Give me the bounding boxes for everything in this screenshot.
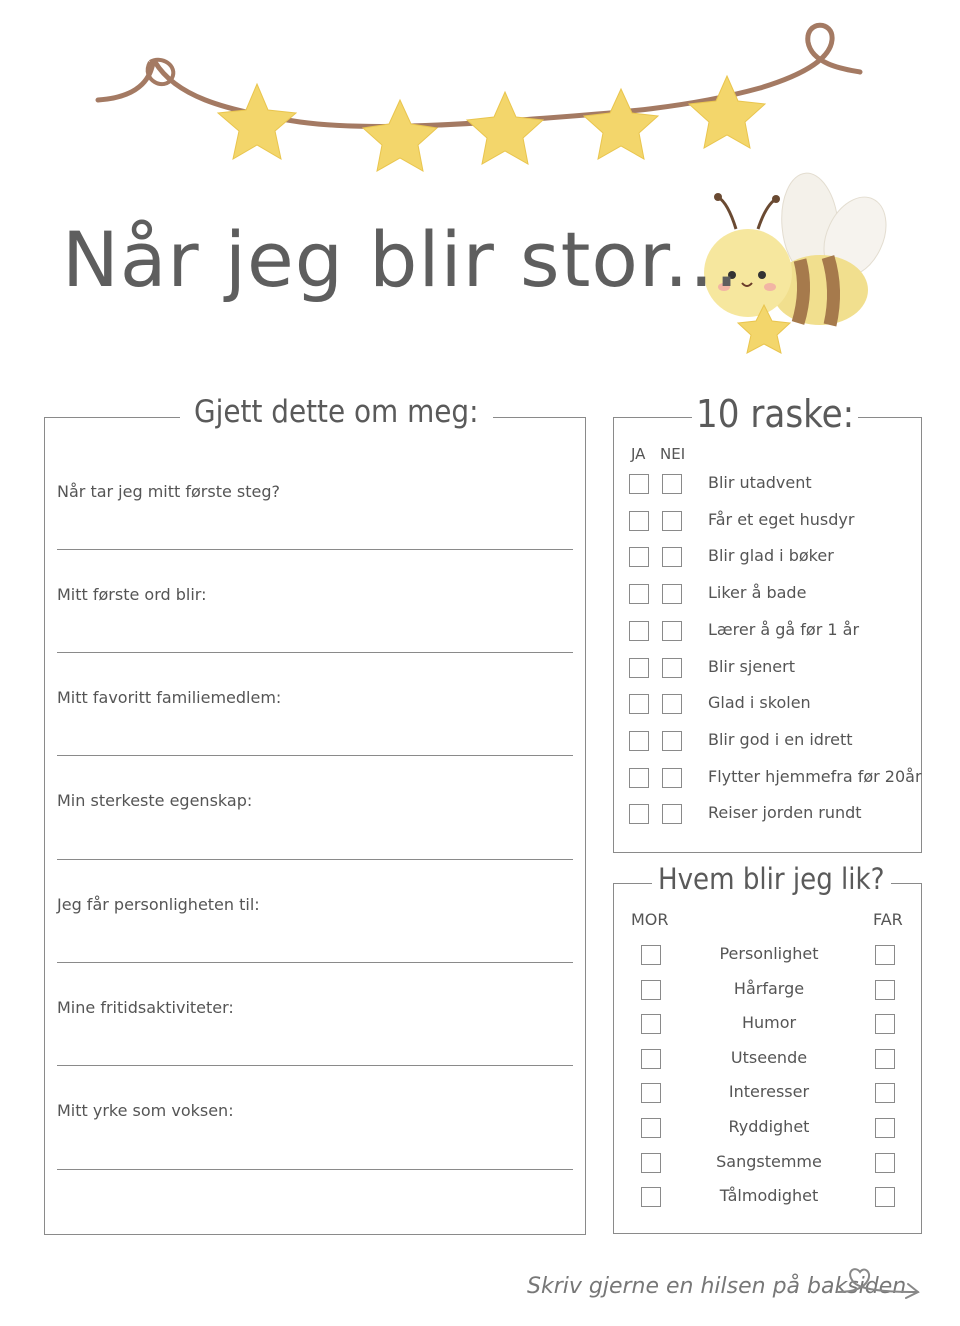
star-5-icon xyxy=(689,76,765,148)
guess-section-heading: Gjett dette om meg: xyxy=(180,394,493,430)
like-item-label: Humor xyxy=(741,1013,797,1033)
guess-section xyxy=(44,394,586,1235)
no-checkbox[interactable] xyxy=(662,621,682,641)
quick-item-label: Liker å bade xyxy=(708,583,807,603)
yes-checkbox[interactable] xyxy=(629,511,649,531)
father-checkbox[interactable] xyxy=(875,1118,895,1138)
question-label: Jeg får personligheten til: xyxy=(57,895,260,914)
quick-item-label: Blir utadvent xyxy=(708,473,812,492)
like-item-label: Tålmodighet xyxy=(719,1186,819,1206)
quick-item-label: Blir sjenert xyxy=(708,656,795,676)
no-checkbox[interactable] xyxy=(662,768,682,788)
mother-checkbox[interactable] xyxy=(641,1083,661,1103)
question-label: Mitt første ord blir: xyxy=(57,585,207,604)
question-label: Mitt favoritt familiemedlem: xyxy=(57,688,282,707)
like-item-label: Ryddighet xyxy=(728,1117,810,1136)
father-checkbox[interactable] xyxy=(875,980,895,1000)
like-item-label: Personlighet xyxy=(719,944,819,963)
no-column-header: NEI xyxy=(660,445,686,463)
yes-checkbox[interactable] xyxy=(629,804,649,824)
question-label: Min sterkeste egenskap: xyxy=(57,791,253,810)
star-4-icon xyxy=(584,89,658,159)
like-item-label: Sangstemme xyxy=(716,1151,822,1171)
quick-section xyxy=(613,392,922,853)
like-section xyxy=(613,862,922,1234)
mother-checkbox[interactable] xyxy=(641,945,661,965)
yes-checkbox[interactable] xyxy=(629,658,649,678)
yes-checkbox[interactable] xyxy=(629,474,649,494)
no-checkbox[interactable] xyxy=(662,804,682,824)
like-section-heading: Hvem blir jeg lik? xyxy=(652,862,891,896)
footer-note: Skriv gjerne en hilsen på baksiden xyxy=(527,1274,907,1299)
yes-checkbox[interactable] xyxy=(629,547,649,567)
answer-line[interactable] xyxy=(57,652,573,653)
question-label: Mitt yrke som voksen: xyxy=(57,1101,234,1120)
yes-checkbox[interactable] xyxy=(629,768,649,788)
no-checkbox[interactable] xyxy=(662,474,682,494)
quick-item-label: Lærer å gå før 1 år xyxy=(708,619,860,639)
no-checkbox[interactable] xyxy=(662,547,682,567)
father-column-header: FAR xyxy=(873,910,903,929)
answer-line[interactable] xyxy=(57,962,573,963)
quick-item-label: Glad i skolen xyxy=(708,693,811,713)
quick-item-label: Flytter hjemmefra før 20år xyxy=(708,766,922,786)
question-label: Mine fritidsaktiviteter: xyxy=(57,998,234,1017)
question-label: Når tar jeg mitt første steg? xyxy=(57,482,281,501)
yes-checkbox[interactable] xyxy=(629,694,649,714)
yes-checkbox[interactable] xyxy=(629,621,649,641)
like-item-label: Utseende xyxy=(730,1047,808,1067)
like-item-label: Hårfarge xyxy=(733,978,805,998)
mother-checkbox[interactable] xyxy=(641,980,661,1000)
quick-section-heading: 10 raske: xyxy=(692,392,858,436)
yes-column-header: JA xyxy=(631,445,646,463)
no-checkbox[interactable] xyxy=(662,658,682,678)
father-checkbox[interactable] xyxy=(875,1187,895,1207)
father-checkbox[interactable] xyxy=(875,1049,895,1069)
like-item-label: Interesser xyxy=(728,1082,810,1102)
star-3-icon xyxy=(467,92,543,164)
mother-checkbox[interactable] xyxy=(641,1118,661,1138)
mother-checkbox[interactable] xyxy=(641,1014,661,1034)
quick-item-label: Blir glad i bøker xyxy=(708,546,834,566)
star-2-icon xyxy=(363,100,437,171)
answer-line[interactable] xyxy=(57,1065,573,1066)
page-title: Når jeg blir stor... xyxy=(62,215,740,304)
mother-column-header: MOR xyxy=(631,910,669,929)
yes-checkbox[interactable] xyxy=(629,584,649,604)
father-checkbox[interactable] xyxy=(875,945,895,965)
answer-line[interactable] xyxy=(57,859,573,860)
no-checkbox[interactable] xyxy=(662,584,682,604)
mother-checkbox[interactable] xyxy=(641,1049,661,1069)
quick-item-label: Får et eget husdyr xyxy=(708,509,855,529)
quick-item-label: Reiser jorden rundt xyxy=(708,803,862,823)
answer-line[interactable] xyxy=(57,755,573,756)
answer-line[interactable] xyxy=(57,549,573,550)
answer-line[interactable] xyxy=(57,1169,573,1170)
yes-checkbox[interactable] xyxy=(629,731,649,751)
mother-checkbox[interactable] xyxy=(641,1187,661,1207)
father-checkbox[interactable] xyxy=(875,1153,895,1173)
heart-arrow-icon xyxy=(834,1262,924,1302)
star-garland-decoration xyxy=(0,0,960,190)
father-checkbox[interactable] xyxy=(875,1083,895,1103)
mother-checkbox[interactable] xyxy=(641,1153,661,1173)
quick-item-label: Blir god i en idrett xyxy=(708,729,853,749)
father-checkbox[interactable] xyxy=(875,1014,895,1034)
star-1-icon xyxy=(218,84,296,159)
no-checkbox[interactable] xyxy=(662,731,682,751)
no-checkbox[interactable] xyxy=(662,511,682,531)
no-checkbox[interactable] xyxy=(662,694,682,714)
